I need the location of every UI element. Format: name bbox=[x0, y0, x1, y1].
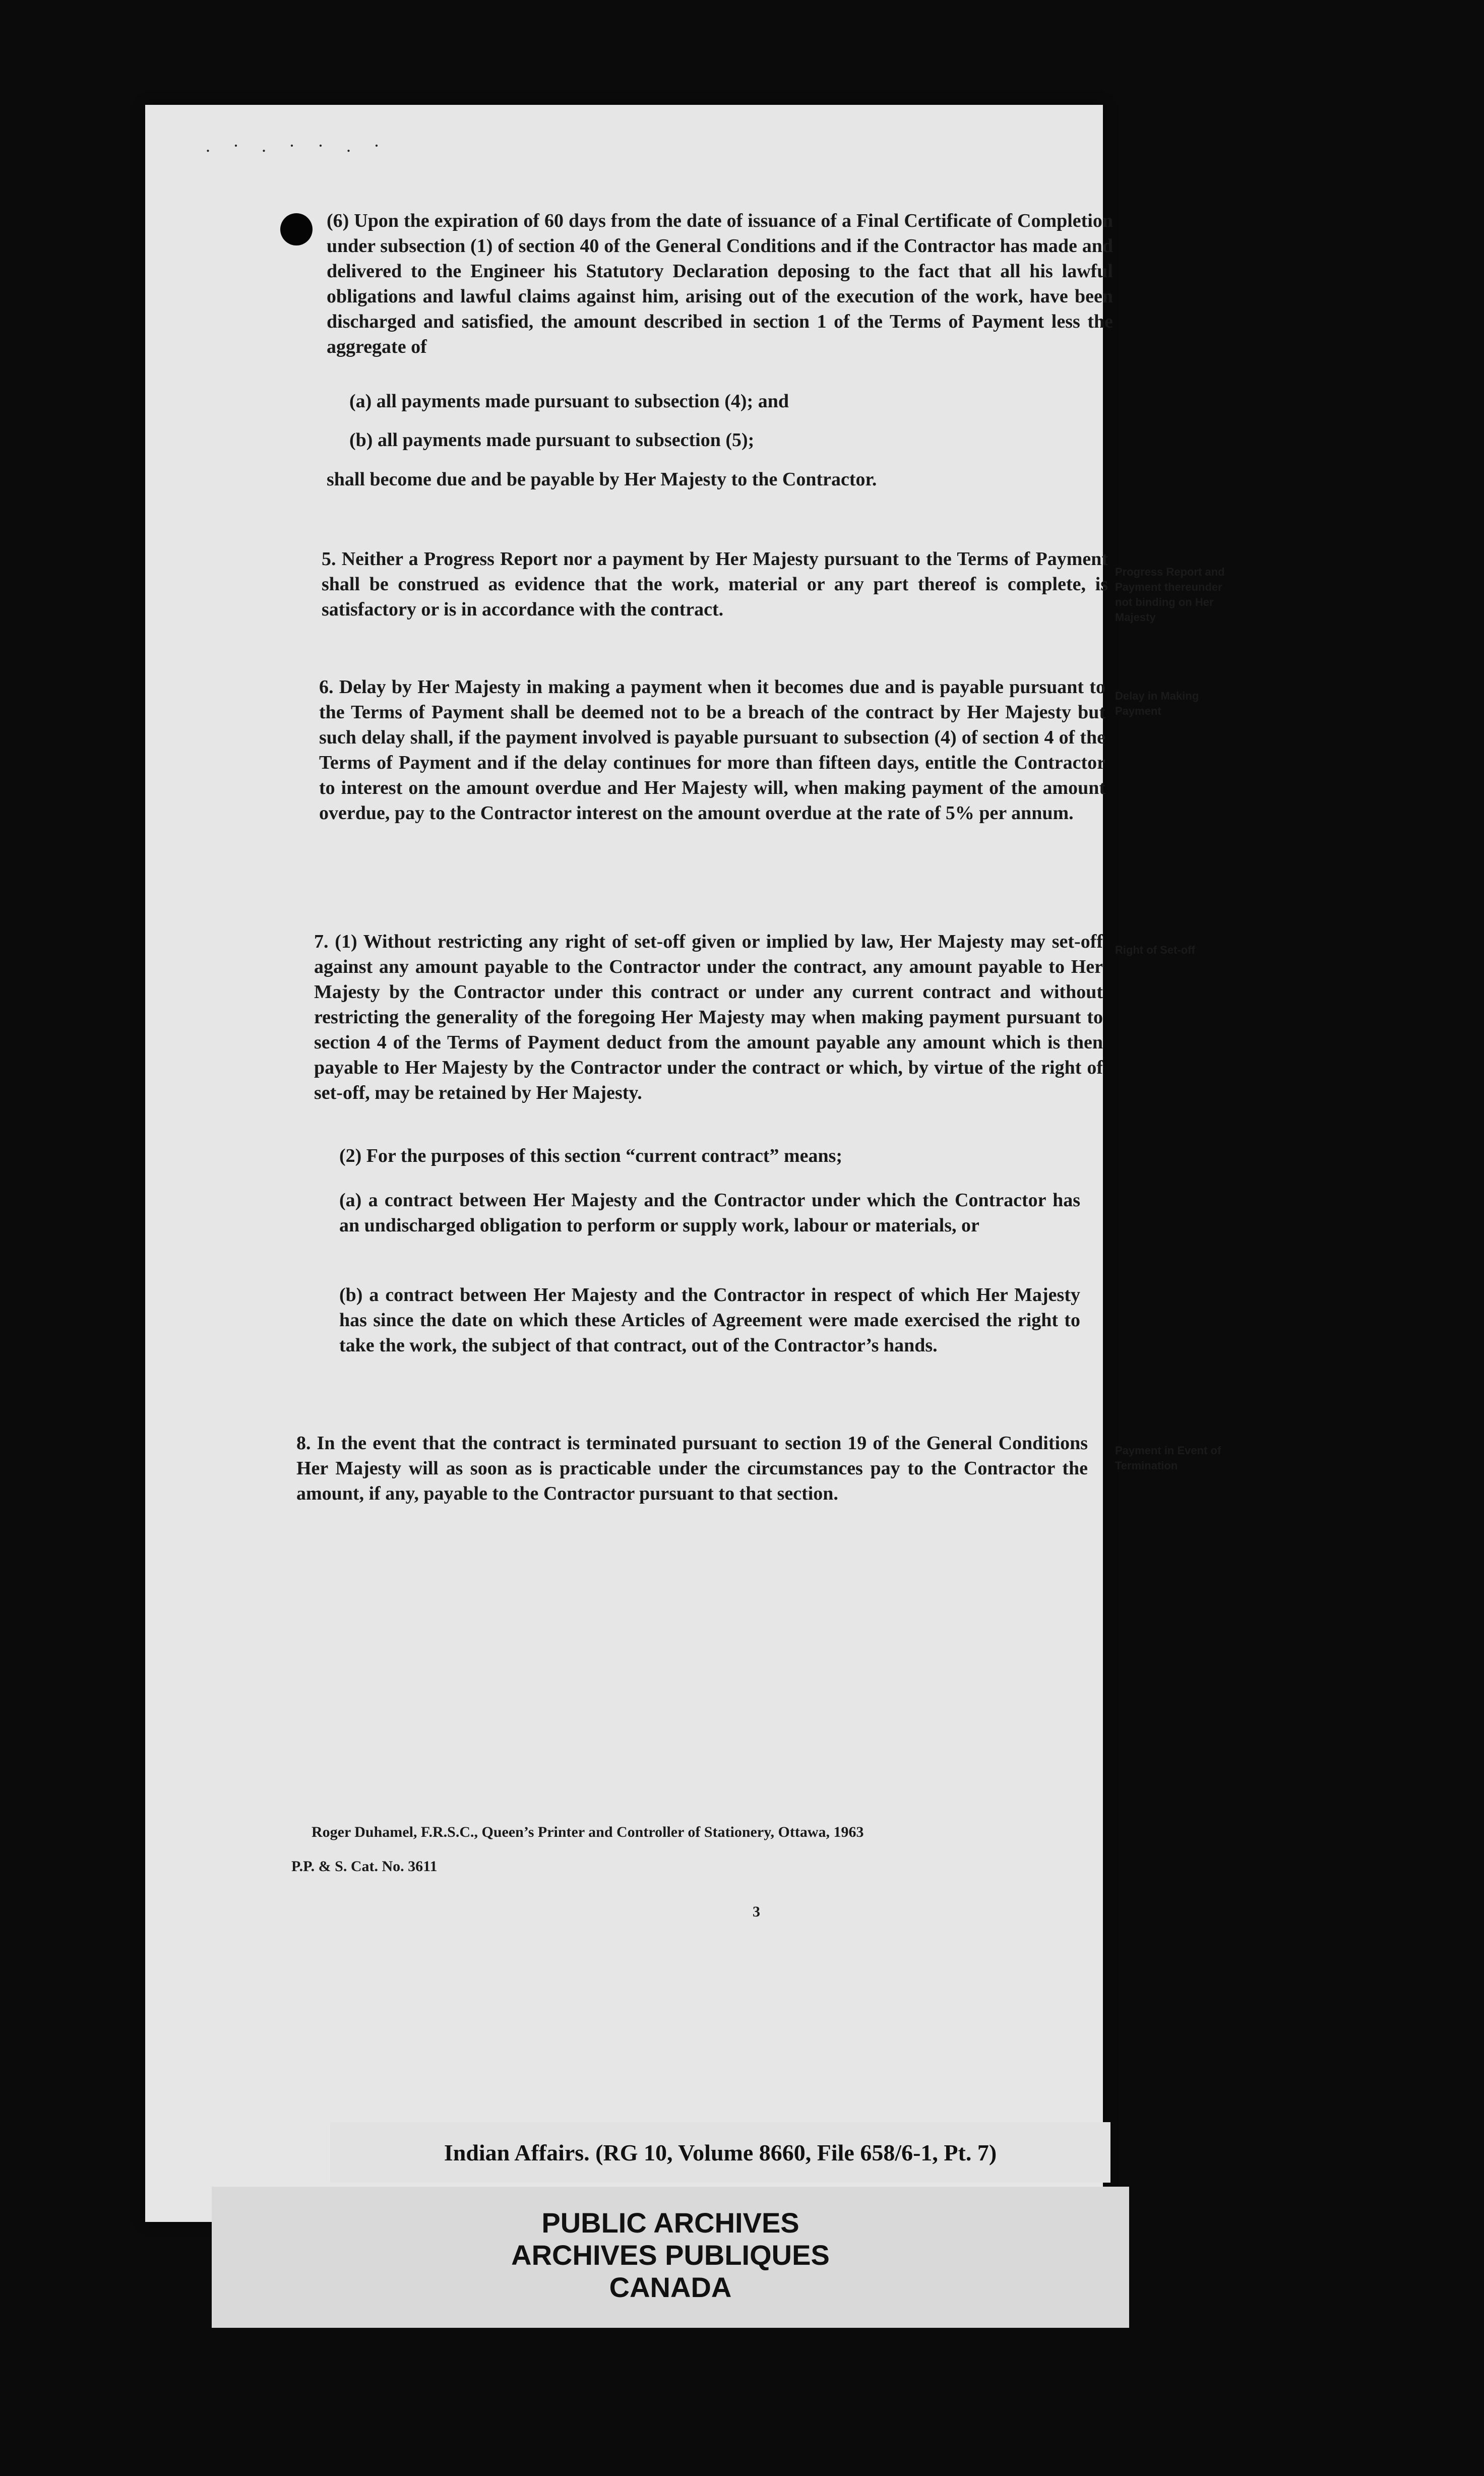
archive-line-3: CANADA bbox=[609, 2271, 732, 2303]
archive-reference-label bbox=[330, 2122, 1110, 2183]
section-7-2a: (a) a contract between Her Majesty and the Contractor under which the Contractor has an undischarged obligation to perform or supply work, labour or materials, or bbox=[339, 1190, 1080, 1236]
section-7-2b: (b) a contract between Her Majesty and the Contractor in respect of which Her Majesty has since the date on which these Articles of Agreement were made exercised the right to take the work, the subject of that contract, out of the Contractor’s hands. bbox=[339, 1284, 1080, 1356]
margin-note-7: Right of Set-off bbox=[1115, 944, 1195, 956]
printer-line: Roger Duhamel, F.R.S.C., Queen’s Printer and Controller of Stationery, Ottawa, 1963 bbox=[312, 1824, 864, 1840]
margin-note-6: Delay in Making Payment bbox=[1115, 690, 1199, 717]
margin-note-8: Payment in Event of Termination bbox=[1115, 1444, 1221, 1472]
margin-note-5: Progress Report and Payment thereunder not binding on Her Majesty bbox=[1115, 566, 1225, 624]
punch-hole bbox=[280, 213, 313, 245]
section-7-2: (2) For the purposes of this section “current contract” means; bbox=[339, 1145, 843, 1166]
paragraph-6b: (b) all payments made pursuant to subsection (5); bbox=[349, 429, 755, 451]
section-5: 5. Neither a Progress Report nor a payment by Her Majesty pursuant to the Terms of Payment shall be construed as evidence that the work, material or any part thereof is complete, is satisfactory or is in accordance with the contract. bbox=[322, 548, 1108, 620]
paragraph-6-end: shall become due and be payable by Her Majesty to the Contractor. bbox=[327, 469, 877, 490]
section-6: 6. Delay by Her Majesty in making a payment when it becomes due and is payable pursuant to the Terms of Payment shall be deemed not to be a breach of the contract by Her Majesty but such delay shall, if the payment involved is payable pursuant to subsection (4) of section 4 of the Terms of Payment and if the delay continues for more than fifteen days, entitle the Contractor to interest on the amount overdue and Her Majesty will, when making payment of the amount overdue, pay to the Contractor interest on the amount overdue at the rate of 5% per annum. bbox=[319, 676, 1105, 824]
archive-reference-text: Indian Affairs. (RG 10, Volume 8660, File 658/6-1, Pt. 7) bbox=[444, 2139, 997, 2165]
paragraph-6a: (a) all payments made pursuant to subsection (4); and bbox=[349, 391, 789, 412]
archive-stamp-label bbox=[212, 2187, 1129, 2328]
document-page bbox=[145, 105, 1225, 2222]
catalogue-number: P.P. & S. Cat. No. 3611 bbox=[291, 1858, 438, 1875]
dust-specks: . · . · · . · bbox=[206, 136, 389, 156]
paragraph-6: (6) Upon the expiration of 60 days from the date of issuance of a Final Certificate of Completion under subsection (1) of section 40 of the General Conditions and if the Contractor has made and delivered to the Engineer his Statutory Declaration deposing to the fact that all his lawful obligations and lawful claims against him, arising out of the execution of the work, have been discharged and satisfied, the amount described in section 1 of the Terms of Payment less the aggregate of bbox=[327, 210, 1113, 357]
page-number: 3 bbox=[753, 1903, 760, 1920]
archive-line-2: ARCHIVES PUBLIQUES bbox=[511, 2239, 830, 2271]
section-8: 8. In the event that the contract is terminated pursuant to section 19 of the General Conditions Her Majesty will as soon as is practicable under the circumstances pay to the Contractor the amount, if any, payable to the Contractor pursuant to that section. bbox=[296, 1433, 1088, 1504]
archive-line-1: PUBLIC ARCHIVES bbox=[541, 2207, 799, 2239]
section-7-1: 7. (1) Without restricting any right of set-off given or implied by law, Her Majesty may set-off against any amount payable to the Contractor under the contract, any amount payable to Her Majesty by the Contractor under this contract or under any current contract and without restricting the generality of the foregoing Her Majesty may when making payment pursuant to section 4 of the Terms of Payment deduct from the amount payable any amount which is then payable to Her Majesty by the Contractor under the contract or which, by virtue of the right of set-off, may be retained by Her Majesty. bbox=[314, 931, 1103, 1103]
